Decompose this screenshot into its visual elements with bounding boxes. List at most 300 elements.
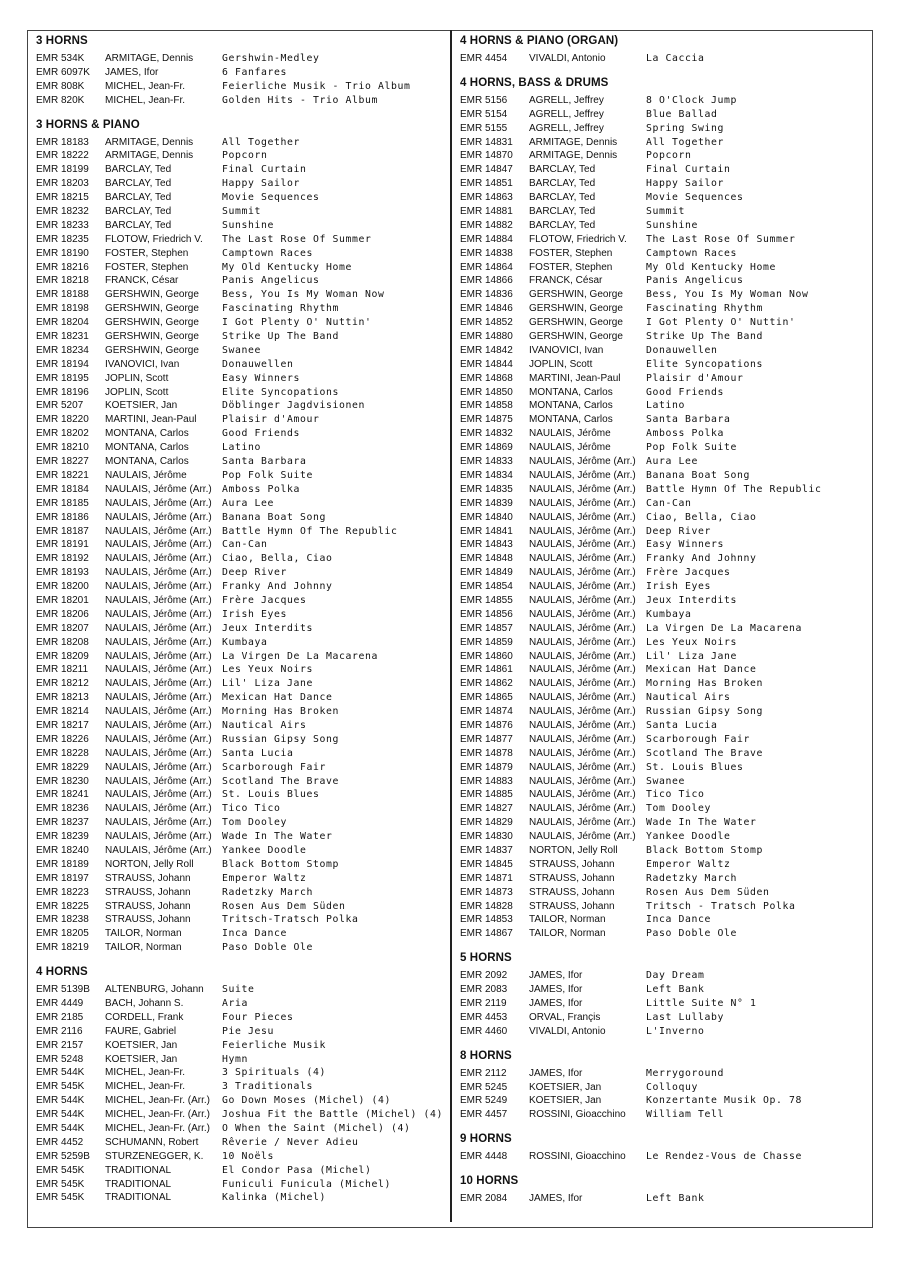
composer-name: NAULAIS, Jérôme (Arr.) <box>529 775 636 787</box>
composer-name: TAILOR, Norman <box>529 914 606 926</box>
catalog-number: EMR 14844 <box>460 358 513 370</box>
composer-name: BARCLAY, Ted <box>105 206 172 218</box>
catalog-number: EMR 2092 <box>460 970 508 982</box>
catalog-entry <box>460 580 868 594</box>
piece-title: I Got Plenty O' Nuttin' <box>222 317 372 329</box>
piece-title: Scotland The Brave <box>646 747 763 759</box>
catalog-entry <box>460 177 868 191</box>
composer-name: JAMES, Ifor <box>529 970 583 982</box>
catalog-entry <box>460 316 868 330</box>
composer-name: NAULAIS, Jérôme (Arr.) <box>105 831 212 843</box>
catalog-number: EMR 14849 <box>460 567 513 579</box>
piece-title: Fascinating Rhythm <box>646 303 763 315</box>
composer-name: FOSTER, Stephen <box>529 247 613 259</box>
section-heading: 5 HORNS <box>460 952 512 965</box>
catalog-entry <box>460 636 868 650</box>
composer-name: BARCLAY, Ted <box>529 206 596 218</box>
catalog-number: EMR 5248 <box>36 1053 84 1065</box>
composer-name: AGRELL, Jeffrey <box>529 122 604 134</box>
composer-name: MONTANA, Carlos <box>105 428 189 440</box>
catalog-entry <box>36 330 444 344</box>
catalog-entry <box>36 386 444 400</box>
composer-name: STRAUSS, Johann <box>105 886 191 898</box>
catalog-entry <box>460 344 868 358</box>
composer-name: NAULAIS, Jérôme (Arr.) <box>105 664 212 676</box>
catalog-entry <box>460 788 868 802</box>
piece-title: Fascinating Rhythm <box>222 303 339 315</box>
catalog-number: EMR 14846 <box>460 303 513 315</box>
catalog-number: EMR 14831 <box>460 136 513 148</box>
catalog-entry <box>460 983 868 997</box>
piece-title: St. Louis Blues <box>646 761 744 773</box>
piece-title: 3 Traditionals <box>222 1081 313 1093</box>
catalog-entry <box>460 483 868 497</box>
composer-name: JAMES, Ifor <box>529 1193 583 1205</box>
piece-title: Hymn <box>222 1053 248 1065</box>
catalog-number: EMR 5249 <box>460 1095 508 1107</box>
catalog-section <box>460 951 868 1038</box>
catalog-number: EMR 14842 <box>460 344 513 356</box>
catalog-entry <box>460 52 868 66</box>
catalog-number: EMR 14851 <box>460 178 513 190</box>
composer-name: BACH, Johann S. <box>105 998 184 1009</box>
catalog-entry <box>36 274 444 288</box>
column-divider <box>450 30 452 1222</box>
catalog-number: EMR 18235 <box>36 233 89 245</box>
catalog-entry <box>460 427 868 441</box>
piece-title: Banana Boat Song <box>222 511 326 523</box>
piece-title: Aura Lee <box>646 456 698 468</box>
piece-title: Santa Lucia <box>222 747 294 759</box>
piece-title: Elite Syncopations <box>222 386 339 398</box>
piece-title: Last Lullaby <box>646 1011 724 1023</box>
catalog-number: EMR 2116 <box>36 1025 83 1037</box>
catalog-number: EMR 5154 <box>460 108 508 120</box>
catalog-entry <box>36 316 444 330</box>
catalog-entry <box>460 705 868 719</box>
catalog-entry <box>36 80 444 94</box>
piece-title: Pop Folk Suite <box>222 469 313 481</box>
catalog-entry <box>460 538 868 552</box>
composer-name: MARTINI, Jean-Paul <box>105 414 197 426</box>
catalog-entry <box>36 288 444 302</box>
catalog-entry <box>36 913 444 927</box>
composer-name: KOETSIER, Jan <box>529 1095 602 1107</box>
catalog-number: EMR 14862 <box>460 678 513 690</box>
piece-title: Sunshine <box>646 219 698 231</box>
section-heading: 3 HORNS & PIANO <box>36 118 140 131</box>
piece-title: Tico Tico <box>222 803 281 815</box>
catalog-number: EMR 18230 <box>36 775 89 787</box>
piece-title: Little Suite N° 1 <box>646 998 757 1009</box>
catalog-number: EMR 4448 <box>460 1151 508 1163</box>
catalog-entry <box>36 455 444 469</box>
catalog-number: EMR 5245 <box>460 1081 508 1093</box>
catalog-entry <box>460 441 868 455</box>
catalog-entry <box>36 1136 444 1150</box>
catalog-number: EMR 6097K <box>36 66 90 78</box>
composer-name: NAULAIS, Jérôme (Arr.) <box>529 539 636 551</box>
piece-title: Feierliche Musik <box>222 1039 326 1051</box>
composer-name: NAULAIS, Jérôme (Arr.) <box>105 747 212 759</box>
piece-title: Tritsch - Tratsch Polka <box>646 900 796 912</box>
piece-title: My Old Kentucky Home <box>646 261 776 273</box>
catalog-number: EMR 14832 <box>460 428 513 440</box>
catalog-entry <box>36 663 444 677</box>
catalog-entry <box>460 663 868 677</box>
composer-name: STURZENEGGER, K. <box>105 1150 204 1162</box>
catalog-number: EMR 14840 <box>460 511 513 523</box>
catalog-number: EMR 14835 <box>460 483 513 495</box>
piece-title: Blue Ballad <box>646 108 718 120</box>
catalog-entry <box>460 594 868 608</box>
catalog-entry <box>36 1066 444 1080</box>
composer-name: BARCLAY, Ted <box>529 178 596 190</box>
catalog-number: EMR 2084 <box>460 1193 508 1205</box>
piece-title: 3 Spirituals (4) <box>222 1067 326 1079</box>
composer-name: NAULAIS, Jérôme (Arr.) <box>105 789 212 801</box>
catalog-entry <box>460 900 868 914</box>
composer-name: JOPLIN, Scott <box>105 372 169 384</box>
catalog-number: EMR 544K <box>36 1067 85 1079</box>
piece-title: O When the Saint (Michel) (4) <box>222 1123 411 1135</box>
catalog-number: EMR 18225 <box>36 900 89 912</box>
piece-title: Final Curtain <box>222 164 307 176</box>
catalog-entry <box>460 775 868 789</box>
composer-name: ARMITAGE, Dennis <box>105 136 194 148</box>
catalog-entry <box>36 511 444 525</box>
catalog-entry <box>36 344 444 358</box>
catalog-entry <box>460 372 868 386</box>
catalog-number: EMR 18206 <box>36 608 89 620</box>
composer-name: SCHUMANN, Robert <box>105 1136 199 1148</box>
catalog-number: EMR 18233 <box>36 219 89 231</box>
catalog-number: EMR 14879 <box>460 761 513 773</box>
piece-title: Latino <box>222 442 261 454</box>
catalog-entry <box>36 691 444 705</box>
composer-name: NAULAIS, Jérôme (Arr.) <box>529 747 636 759</box>
catalog-entry <box>460 733 868 747</box>
catalog-entry <box>36 525 444 539</box>
piece-title: Pie Jesu <box>222 1025 274 1037</box>
composer-name: GERSHWIN, George <box>529 331 623 343</box>
catalog-entry <box>36 136 444 150</box>
catalog-number: EMR 18189 <box>36 858 89 870</box>
catalog-number: EMR 18234 <box>36 344 89 356</box>
composer-name: JOPLIN, Scott <box>529 358 593 370</box>
piece-title: Can-Can <box>222 539 268 551</box>
piece-title: Morning Has Broken <box>222 706 339 718</box>
catalog-number: EMR 14847 <box>460 164 513 176</box>
composer-name: NAULAIS, Jérôme (Arr.) <box>105 483 212 495</box>
piece-title: Scarborough Fair <box>222 761 326 773</box>
catalog-number: EMR 18184 <box>36 483 89 495</box>
piece-title: Camptown Races <box>646 247 737 259</box>
left-column <box>36 34 444 1205</box>
composer-name: NAULAIS, Jérôme (Arr.) <box>529 483 636 495</box>
composer-name: KOETSIER, Jan <box>105 400 178 412</box>
catalog-number: EMR 14843 <box>460 539 513 551</box>
catalog-number: EMR 14830 <box>460 831 513 843</box>
catalog-number: EMR 14883 <box>460 775 513 787</box>
composer-name: BARCLAY, Ted <box>105 178 172 190</box>
piece-title: Bess, You Is My Woman Now <box>222 289 385 301</box>
section-heading: 8 HORNS <box>460 1049 512 1062</box>
catalog-entry <box>460 650 868 664</box>
piece-title: Easy Winners <box>646 539 724 551</box>
catalog-number: EMR 2083 <box>460 984 508 996</box>
catalog-number: EMR 18222 <box>36 150 89 162</box>
piece-title: Sunshine <box>222 219 274 231</box>
piece-title: Le Rendez-Vous de Chasse <box>646 1151 802 1163</box>
composer-name: NAULAIS, Jérôme (Arr.) <box>529 497 636 509</box>
catalog-entry <box>460 844 868 858</box>
piece-title: Tom Dooley <box>222 817 287 829</box>
piece-title: Irish Eyes <box>222 608 287 620</box>
catalog-entry <box>36 372 444 386</box>
piece-title: Scotland The Brave <box>222 775 339 787</box>
catalog-entry <box>36 1039 444 1053</box>
catalog-entry <box>36 566 444 580</box>
catalog-number: EMR 18211 <box>36 664 89 676</box>
catalog-number: EMR 18228 <box>36 747 89 759</box>
catalog-number: EMR 18188 <box>36 289 89 301</box>
catalog-entry <box>36 1011 444 1025</box>
catalog-entry <box>460 247 868 261</box>
piece-title: Spring Swing <box>646 122 724 134</box>
piece-title: Frère Jacques <box>222 594 307 606</box>
catalog-entry <box>36 941 444 955</box>
catalog-number: EMR 14866 <box>460 275 513 287</box>
piece-title: The Last Rose Of Summer <box>646 233 796 245</box>
composer-name: ARMITAGE, Dennis <box>105 53 194 64</box>
composer-name: MONTANA, Carlos <box>529 386 613 398</box>
composer-name: NAULAIS, Jérôme (Arr.) <box>105 594 212 606</box>
piece-title: Day Dream <box>646 970 705 982</box>
piece-title: Movie Sequences <box>222 192 320 204</box>
catalog-number: EMR 18196 <box>36 386 89 398</box>
catalog-number: EMR 18232 <box>36 206 89 218</box>
piece-title: Rêverie / Never Adieu <box>222 1136 359 1148</box>
composer-name: NAULAIS, Jérôme (Arr.) <box>529 622 636 634</box>
piece-title: L'Inverno <box>646 1025 705 1037</box>
catalog-entry <box>36 552 444 566</box>
catalog-number: EMR 14858 <box>460 400 513 412</box>
piece-title: Left Bank <box>646 1193 705 1205</box>
catalog-number: EMR 18227 <box>36 456 89 468</box>
catalog-entry <box>460 969 868 983</box>
composer-name: GERSHWIN, George <box>529 317 623 329</box>
catalog-number: EMR 18185 <box>36 497 89 509</box>
catalog-entry <box>460 330 868 344</box>
composer-name: IVANOVICI, Ivan <box>529 344 604 356</box>
catalog-entry <box>36 497 444 511</box>
piece-title: Funiculi Funicula (Michel) <box>222 1178 391 1190</box>
catalog-number: EMR 14841 <box>460 525 513 537</box>
catalog-entry <box>36 469 444 483</box>
composer-name: MICHEL, Jean-Fr. (Arr.) <box>105 1109 211 1121</box>
catalog-entry <box>36 441 444 455</box>
catalog-number: EMR 18208 <box>36 636 89 648</box>
catalog-entry <box>460 1011 868 1025</box>
catalog-entry <box>36 761 444 775</box>
piece-title: Yankee Doodle <box>646 831 731 843</box>
catalog-entry <box>460 830 868 844</box>
piece-title: La Virgen De La Macarena <box>646 622 802 634</box>
catalog-number: EMR 14880 <box>460 331 513 343</box>
catalog-number: EMR 14828 <box>460 900 513 912</box>
catalog-entry <box>460 1094 868 1108</box>
piece-title: Franky And Johnny <box>646 553 757 565</box>
catalog-number: EMR 18221 <box>36 469 89 481</box>
catalog-entry <box>460 858 868 872</box>
piece-title: William Tell <box>646 1109 724 1121</box>
piece-title: Les Yeux Noirs <box>222 664 313 676</box>
catalog-section <box>460 76 868 941</box>
catalog-entry <box>460 872 868 886</box>
composer-name: BARCLAY, Ted <box>529 192 596 204</box>
catalog-number: EMR 14871 <box>460 872 513 884</box>
catalog-number: EMR 14857 <box>460 622 513 634</box>
catalog-entry <box>36 650 444 664</box>
piece-title: Irish Eyes <box>646 581 711 593</box>
catalog-entry <box>460 274 868 288</box>
piece-title: Golden Hits - Trio Album <box>222 94 378 106</box>
catalog-number: EMR 14834 <box>460 469 513 481</box>
composer-name: NAULAIS, Jérôme (Arr.) <box>529 664 636 676</box>
catalog-number: EMR 18220 <box>36 414 89 426</box>
catalog-number: EMR 18217 <box>36 719 89 731</box>
piece-title: Lil' Liza Jane <box>222 678 313 690</box>
piece-title: Camptown Races <box>222 247 313 259</box>
catalog-number: EMR 820K <box>36 94 85 106</box>
catalog-section <box>36 118 444 956</box>
catalog-entry <box>36 872 444 886</box>
piece-title: Elite Syncopations <box>646 358 763 370</box>
catalog-number: EMR 14837 <box>460 844 513 856</box>
piece-title: Merrygoround <box>646 1067 724 1079</box>
catalog-entry <box>36 247 444 261</box>
piece-title: All Together <box>222 136 300 148</box>
piece-title: Strike Up The Band <box>646 331 763 343</box>
piece-title: Santa Barbara <box>222 456 307 468</box>
catalog-number: EMR 14845 <box>460 858 513 870</box>
catalog-entry <box>36 1150 444 1164</box>
piece-title: Tritsch-Tratsch Polka <box>222 914 359 926</box>
catalog-number: EMR 14853 <box>460 914 513 926</box>
catalog-entry <box>36 261 444 275</box>
catalog-entry <box>36 830 444 844</box>
piece-title: Final Curtain <box>646 164 731 176</box>
composer-name: NAULAIS, Jérôme (Arr.) <box>105 706 212 718</box>
composer-name: NAULAIS, Jérôme (Arr.) <box>105 719 212 731</box>
catalog-entry <box>460 566 868 580</box>
composer-name: ARMITAGE, Dennis <box>105 150 194 162</box>
catalog-number: EMR 14850 <box>460 386 513 398</box>
catalog-number: EMR 544K <box>36 1095 85 1107</box>
catalog-number: EMR 4452 <box>36 1136 84 1148</box>
catalog-entry <box>36 622 444 636</box>
composer-name: MONTANA, Carlos <box>529 414 613 426</box>
catalog-entry <box>460 108 868 122</box>
catalog-number: EMR 14827 <box>460 803 513 815</box>
catalog-number: EMR 14854 <box>460 581 513 593</box>
composer-name: NAULAIS, Jérôme (Arr.) <box>529 456 636 468</box>
composer-name: CORDELL, Frank <box>105 1011 184 1023</box>
catalog-entry <box>460 719 868 733</box>
composer-name: JAMES, Ifor <box>529 998 583 1009</box>
piece-title: Döblinger Jagdvisionen <box>222 400 365 412</box>
piece-title: Deep River <box>222 567 287 579</box>
composer-name: NAULAIS, Jérôme (Arr.) <box>529 581 636 593</box>
catalog-entry <box>36 1164 444 1178</box>
catalog-entry <box>36 483 444 497</box>
piece-title: Black Bottom Stomp <box>222 858 339 870</box>
catalog-entry <box>36 997 444 1011</box>
catalog-number: EMR 18191 <box>36 539 89 551</box>
catalog-number: EMR 18202 <box>36 428 89 440</box>
catalog-number: EMR 14833 <box>460 456 513 468</box>
catalog-number: EMR 18240 <box>36 844 89 856</box>
piece-title: Feierliche Musik - Trio Album <box>222 80 411 92</box>
composer-name: ARMITAGE, Dennis <box>529 136 618 148</box>
piece-title: Good Friends <box>646 386 724 398</box>
catalog-entry <box>460 1081 868 1095</box>
catalog-number: EMR 18193 <box>36 567 89 579</box>
catalog-number: EMR 14836 <box>460 289 513 301</box>
catalog-entry <box>460 691 868 705</box>
catalog-number: EMR 2185 <box>36 1011 84 1023</box>
catalog-section <box>460 1049 868 1123</box>
composer-name: NAULAIS, Jérôme (Arr.) <box>529 817 636 829</box>
composer-name: TAILOR, Norman <box>105 928 182 940</box>
composer-name: KOETSIER, Jan <box>105 1039 178 1051</box>
composer-name: JAMES, Ifor <box>529 1067 583 1079</box>
composer-name: VIVALDI, Antonio <box>529 53 606 64</box>
catalog-number: EMR 2157 <box>36 1039 84 1051</box>
catalog-entry <box>460 511 868 525</box>
composer-name: NAULAIS, Jérôme <box>529 428 611 440</box>
catalog-entry <box>460 997 868 1011</box>
piece-title: Yankee Doodle <box>222 844 307 856</box>
composer-name: MARTINI, Jean-Paul <box>529 372 621 384</box>
composer-name: NAULAIS, Jérôme (Arr.) <box>105 553 212 565</box>
piece-title: Santa Barbara <box>646 414 731 426</box>
catalog-number: EMR 14877 <box>460 733 513 745</box>
catalog-entry <box>36 1191 444 1205</box>
catalog-number: EMR 4454 <box>460 53 508 64</box>
composer-name: BARCLAY, Ted <box>529 219 596 231</box>
catalog-number: EMR 14867 <box>460 928 513 940</box>
section-heading: 4 HORNS <box>36 966 88 979</box>
piece-title: Swanee <box>222 344 261 356</box>
catalog-number: EMR 545K <box>36 1081 85 1093</box>
catalog-number: EMR 18216 <box>36 261 89 273</box>
piece-title: El Condor Pasa (Michel) <box>222 1164 372 1176</box>
piece-title: Good Friends <box>222 428 300 440</box>
catalog-entry <box>36 94 444 108</box>
catalog-number: EMR 14876 <box>460 719 513 731</box>
piece-title: Happy Sailor <box>222 178 300 190</box>
composer-name: JAMES, Ifor <box>529 984 583 996</box>
catalog-number: EMR 14874 <box>460 706 513 718</box>
composer-name: BARCLAY, Ted <box>105 219 172 231</box>
composer-name: ARMITAGE, Dennis <box>529 150 618 162</box>
catalog-entry <box>460 261 868 275</box>
catalog-number: EMR 14868 <box>460 372 513 384</box>
composer-name: NAULAIS, Jérôme <box>105 469 187 481</box>
catalog-entry <box>36 66 444 80</box>
